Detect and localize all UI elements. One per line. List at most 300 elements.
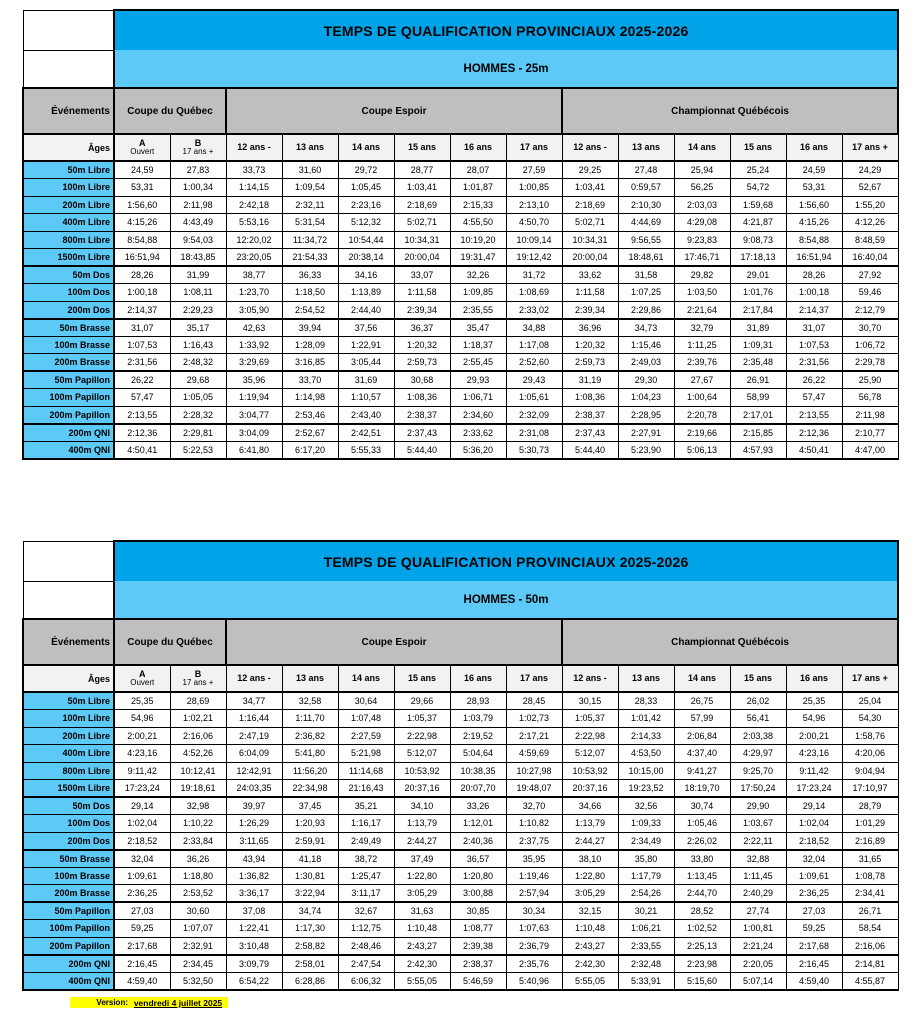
time-cell: 28,07	[450, 161, 506, 179]
time-cell: 2:47,54	[338, 955, 394, 973]
time-cell: 16:51,94	[114, 249, 170, 267]
time-cell: 1:18,80	[170, 867, 226, 885]
time-cell: 2:14,37	[786, 301, 842, 319]
time-cell: 32,26	[450, 266, 506, 284]
time-cell: 10:27,98	[506, 762, 562, 780]
time-cell: 36,37	[394, 319, 450, 337]
event-label: 50m Brasse	[23, 850, 114, 868]
event-label: 100m Dos	[23, 815, 114, 833]
time-cell: 2:12,79	[842, 301, 898, 319]
time-cell: 2:42,30	[562, 955, 618, 973]
time-cell: 5:41,80	[282, 745, 338, 763]
time-cell: 1:05,45	[338, 179, 394, 197]
time-cell: 5:23,90	[618, 441, 674, 459]
time-cell: 5:44,40	[562, 441, 618, 459]
time-cell: 27,03	[786, 902, 842, 920]
time-cell: 34,77	[226, 692, 282, 710]
time-cell: 2:00,21	[114, 727, 170, 745]
time-cell: 5:55,05	[394, 972, 450, 990]
time-cell: 30,70	[842, 319, 898, 337]
event-label: 50m Libre	[23, 692, 114, 710]
time-cell: 5:55,05	[562, 972, 618, 990]
time-cell: 1:25,47	[338, 867, 394, 885]
time-cell: 1:22,80	[394, 867, 450, 885]
time-cell: 2:49,49	[338, 832, 394, 850]
time-cell: 3:05,44	[338, 354, 394, 372]
time-cell: 30,64	[338, 692, 394, 710]
time-cell: 1:02,73	[506, 710, 562, 728]
time-cell: 2:23,16	[338, 196, 394, 214]
event-label: 400m QNI	[23, 441, 114, 459]
time-cell: 1:20,32	[394, 336, 450, 354]
qualification-table	[22, 540, 899, 991]
time-cell: 1:26,29	[226, 815, 282, 833]
time-cell: 2:40,29	[730, 885, 786, 903]
event-row	[23, 161, 898, 179]
time-cell: 3:05,29	[562, 885, 618, 903]
column-group-header: Coupe du Québec	[114, 619, 226, 665]
time-cell: 1:05,46	[674, 815, 730, 833]
sheet-subtitle: HOMMES - 50m	[114, 581, 898, 619]
time-cell: 2:32,11	[282, 196, 338, 214]
time-cell: 5:30,73	[506, 441, 562, 459]
time-cell: 4:50,41	[114, 441, 170, 459]
time-cell: 3:11,17	[338, 885, 394, 903]
time-cell: 4:50,41	[786, 441, 842, 459]
time-cell: 28,79	[842, 797, 898, 815]
time-cell: 2:20,78	[674, 406, 730, 424]
time-cell: 9:04,94	[842, 762, 898, 780]
time-cell: 1:01,76	[730, 284, 786, 302]
time-cell: 11:34,72	[282, 231, 338, 249]
time-cell: 9:23,83	[674, 231, 730, 249]
time-cell: 1:08,69	[506, 284, 562, 302]
time-cell: 1:11,45	[730, 867, 786, 885]
time-cell: 3:04,09	[226, 424, 282, 442]
age-column-header: 14 ans	[674, 134, 730, 161]
time-cell: 27,59	[506, 161, 562, 179]
time-cell: 10:53,92	[562, 762, 618, 780]
time-cell: 31,99	[170, 266, 226, 284]
age-column-header: 16 ans	[786, 665, 842, 692]
banner-spacer	[23, 50, 114, 88]
time-cell: 1:08,36	[562, 389, 618, 407]
event-row	[23, 336, 898, 354]
time-cell: 4:23,16	[114, 745, 170, 763]
time-cell: 4:23,16	[786, 745, 842, 763]
event-label: 400m Libre	[23, 214, 114, 232]
age-column-header: 14 ans	[338, 134, 394, 161]
time-cell: 1:16,17	[338, 815, 394, 833]
event-label: 50m Papillon	[23, 902, 114, 920]
time-cell: 9:11,42	[786, 762, 842, 780]
time-cell: 2:14,37	[114, 301, 170, 319]
age-column-header: 12 ans -	[226, 134, 282, 161]
time-cell: 12:20,02	[226, 231, 282, 249]
time-cell: 2:18,69	[562, 196, 618, 214]
time-cell: 1:13,79	[562, 815, 618, 833]
time-cell: 2:34,60	[450, 406, 506, 424]
time-cell: 4:59,40	[114, 972, 170, 990]
time-cell: 19:23,52	[618, 780, 674, 798]
time-cell: 1:18,37	[450, 336, 506, 354]
time-cell: 2:16,06	[842, 937, 898, 955]
time-cell: 1:13,79	[394, 815, 450, 833]
time-cell: 1:09,33	[618, 815, 674, 833]
time-cell: 37,56	[338, 319, 394, 337]
time-cell: 1:12,75	[338, 920, 394, 938]
time-cell: 2:06,84	[674, 727, 730, 745]
version-date: vendredi 4 juillet 2025	[133, 997, 223, 1008]
time-cell: 2:44,27	[394, 832, 450, 850]
time-cell: 24:03,35	[226, 780, 282, 798]
event-row	[23, 885, 898, 903]
event-row	[23, 354, 898, 372]
time-cell: 9:25,70	[730, 762, 786, 780]
time-cell: 18:48,61	[618, 249, 674, 267]
time-cell: 18:19,70	[674, 780, 730, 798]
time-cell: 2:15,33	[450, 196, 506, 214]
time-cell: 1:09,61	[786, 867, 842, 885]
time-cell: 2:48,32	[170, 354, 226, 372]
time-cell: 29,43	[506, 371, 562, 389]
time-cell: 2:10,77	[842, 424, 898, 442]
time-cell: 27,67	[674, 371, 730, 389]
sheet-title: TEMPS DE QUALIFICATION PROVINCIAUX 2025-2026	[114, 541, 898, 581]
time-cell: 9:54,03	[170, 231, 226, 249]
time-cell: 5:21,98	[338, 745, 394, 763]
time-cell: 1:20,32	[562, 336, 618, 354]
time-cell: 1:07,63	[506, 920, 562, 938]
time-cell: 2:16,89	[842, 832, 898, 850]
event-row	[23, 937, 898, 955]
event-label: 800m Libre	[23, 762, 114, 780]
time-cell: 2:33,02	[506, 301, 562, 319]
time-cell: 29,30	[618, 371, 674, 389]
time-cell: 1:10,57	[338, 389, 394, 407]
time-cell: 1:33,92	[226, 336, 282, 354]
time-cell: 2:34,41	[842, 885, 898, 903]
time-cell: 30,68	[394, 371, 450, 389]
time-cell: 33,07	[394, 266, 450, 284]
time-cell: 1:03,50	[674, 284, 730, 302]
ages-header: Âges	[23, 134, 114, 161]
time-cell: 2:36,82	[282, 727, 338, 745]
time-cell: 5:12,07	[562, 745, 618, 763]
time-cell: 31,07	[786, 319, 842, 337]
time-cell: 3:00,88	[450, 885, 506, 903]
time-cell: 1:00,64	[674, 389, 730, 407]
time-cell: 30,60	[170, 902, 226, 920]
time-cell: 56,25	[674, 179, 730, 197]
banner-spacer	[23, 581, 114, 619]
time-cell: 2:22,98	[394, 727, 450, 745]
time-cell: 29,93	[450, 371, 506, 389]
time-cell: 2:12,36	[114, 424, 170, 442]
event-row	[23, 762, 898, 780]
time-cell: 8:54,88	[786, 231, 842, 249]
time-cell: 5:07,14	[730, 972, 786, 990]
time-cell: 2:29,78	[842, 354, 898, 372]
time-cell: 1:06,21	[618, 920, 674, 938]
time-cell: 5:06,13	[674, 441, 730, 459]
time-cell: 4:55,50	[450, 214, 506, 232]
time-cell: 4:57,93	[730, 441, 786, 459]
time-cell: 10:34,31	[562, 231, 618, 249]
time-cell: 58,99	[730, 389, 786, 407]
event-label: 50m Dos	[23, 797, 114, 815]
time-cell: 31,89	[730, 319, 786, 337]
time-cell: 4:15,26	[786, 214, 842, 232]
time-cell: 1:19,46	[506, 867, 562, 885]
event-row	[23, 920, 898, 938]
time-cell: 34,88	[506, 319, 562, 337]
time-cell: 36,26	[170, 850, 226, 868]
time-cell: 1:01,42	[618, 710, 674, 728]
time-cell: 2:54,52	[282, 301, 338, 319]
time-cell: 2:34,45	[170, 955, 226, 973]
event-row	[23, 797, 898, 815]
time-cell: 1:18,50	[282, 284, 338, 302]
time-cell: 28,26	[114, 266, 170, 284]
time-cell: 26,71	[842, 902, 898, 920]
time-cell: 27,74	[730, 902, 786, 920]
time-cell: 9:11,42	[114, 762, 170, 780]
event-label: 200m Libre	[23, 196, 114, 214]
time-cell: 2:34,49	[618, 832, 674, 850]
time-cell: 35,21	[338, 797, 394, 815]
time-cell: 26,91	[730, 371, 786, 389]
time-cell: 2:59,73	[394, 354, 450, 372]
time-cell: 20:37,16	[562, 780, 618, 798]
time-cell: 54,96	[114, 710, 170, 728]
event-label: 50m Brasse	[23, 319, 114, 337]
time-cell: 11:14,68	[338, 762, 394, 780]
time-cell: 4:47,00	[842, 441, 898, 459]
time-cell: 1:10,48	[394, 920, 450, 938]
event-label: 50m Dos	[23, 266, 114, 284]
time-cell: 2:40,36	[450, 832, 506, 850]
time-cell: 57,47	[114, 389, 170, 407]
time-cell: 2:42,30	[394, 955, 450, 973]
time-cell: 22:34,98	[282, 780, 338, 798]
event-label: 200m Papillon	[23, 937, 114, 955]
time-cell: 26,75	[674, 692, 730, 710]
time-cell: 31,72	[506, 266, 562, 284]
time-cell: 1:02,04	[786, 815, 842, 833]
time-cell: 2:49,03	[618, 354, 674, 372]
time-cell: 5:32,50	[170, 972, 226, 990]
time-cell: 25,94	[674, 161, 730, 179]
time-cell: 32,15	[562, 902, 618, 920]
event-label: 100m Papillon	[23, 389, 114, 407]
time-cell: 1:07,07	[170, 920, 226, 938]
time-cell: 2:13,55	[786, 406, 842, 424]
time-cell: 29,90	[730, 797, 786, 815]
time-cell: 2:53,52	[170, 885, 226, 903]
time-cell: 2:29,86	[618, 301, 674, 319]
time-cell: 54,96	[786, 710, 842, 728]
time-cell: 2:37,43	[394, 424, 450, 442]
event-row	[23, 955, 898, 973]
time-cell: 21:16,43	[338, 780, 394, 798]
time-cell: 1:03,41	[562, 179, 618, 197]
time-cell: 1:01,29	[842, 815, 898, 833]
time-cell: 11:56,20	[282, 762, 338, 780]
time-cell: 1:10,82	[506, 815, 562, 833]
time-cell: 25,35	[786, 692, 842, 710]
time-cell: 8:54,88	[114, 231, 170, 249]
time-cell: 8:48,59	[842, 231, 898, 249]
table-row	[23, 50, 898, 88]
event-label: 50m Libre	[23, 161, 114, 179]
time-cell: 31,60	[282, 161, 338, 179]
age-column-header: 16 ans	[450, 134, 506, 161]
time-cell: 1:02,52	[674, 920, 730, 938]
time-cell: 2:35,55	[450, 301, 506, 319]
age-column-header: 13 ans	[282, 665, 338, 692]
time-cell: 1:22,41	[226, 920, 282, 938]
time-cell: 39,94	[282, 319, 338, 337]
time-cell: 28,93	[450, 692, 506, 710]
event-row	[23, 972, 898, 990]
event-row	[23, 902, 898, 920]
time-cell: 33,62	[562, 266, 618, 284]
table-row	[23, 134, 898, 161]
event-row	[23, 727, 898, 745]
age-column-header: B 17 ans +	[170, 665, 226, 692]
time-cell: 2:37,43	[562, 424, 618, 442]
time-cell: 58,54	[842, 920, 898, 938]
time-cell: 25,90	[842, 371, 898, 389]
time-cell: 2:48,46	[338, 937, 394, 955]
time-cell: 33,26	[450, 797, 506, 815]
time-cell: 32,67	[338, 902, 394, 920]
time-cell: 1:00,18	[114, 284, 170, 302]
time-cell: 39,97	[226, 797, 282, 815]
time-cell: 1:28,09	[282, 336, 338, 354]
time-cell: 1:07,48	[338, 710, 394, 728]
qualification-table	[22, 9, 899, 460]
time-cell: 2:38,37	[450, 955, 506, 973]
time-cell: 16:51,94	[786, 249, 842, 267]
age-column-header: 15 ans	[730, 134, 786, 161]
time-cell: 1:08,36	[394, 389, 450, 407]
time-cell: 6:54,22	[226, 972, 282, 990]
time-cell: 2:11,98	[842, 406, 898, 424]
time-cell: 2:21,24	[730, 937, 786, 955]
time-cell: 20:00,04	[562, 249, 618, 267]
time-cell: 4:52,26	[170, 745, 226, 763]
time-cell: 6:28,86	[282, 972, 338, 990]
time-cell: 17:50,24	[730, 780, 786, 798]
time-cell: 28,33	[618, 692, 674, 710]
time-cell: 1:05,61	[506, 389, 562, 407]
time-cell: 2:43,27	[562, 937, 618, 955]
age-column-header: 17 ans +	[842, 134, 898, 161]
time-cell: 3:29,69	[226, 354, 282, 372]
time-cell: 2:03,03	[674, 196, 730, 214]
time-cell: 2:31,56	[786, 354, 842, 372]
time-cell: 26,22	[786, 371, 842, 389]
time-cell: 25,24	[730, 161, 786, 179]
event-label: 1500m Libre	[23, 249, 114, 267]
time-cell: 29,01	[730, 266, 786, 284]
column-group-header: Coupe Espoir	[226, 88, 562, 134]
time-cell: 31,65	[842, 850, 898, 868]
time-cell: 59,46	[842, 284, 898, 302]
time-cell: 57,99	[674, 710, 730, 728]
time-cell: 19:31,47	[450, 249, 506, 267]
time-cell: 2:52,60	[506, 354, 562, 372]
time-cell: 59,25	[114, 920, 170, 938]
event-label: 800m Libre	[23, 231, 114, 249]
version-label: Version:	[96, 998, 128, 1007]
time-cell: 1:08,78	[842, 867, 898, 885]
time-cell: 31,07	[114, 319, 170, 337]
event-label: 400m Libre	[23, 745, 114, 763]
time-cell: 1:09,31	[730, 336, 786, 354]
time-cell: 2:26,02	[674, 832, 730, 850]
event-row	[23, 249, 898, 267]
time-cell: 24,59	[786, 161, 842, 179]
time-cell: 2:36,25	[114, 885, 170, 903]
time-cell: 27,83	[170, 161, 226, 179]
time-cell: 5:31,54	[282, 214, 338, 232]
time-cell: 2:43,27	[394, 937, 450, 955]
event-row	[23, 319, 898, 337]
age-column-header: 12 ans -	[562, 665, 618, 692]
time-cell: 2:39,76	[674, 354, 730, 372]
time-cell: 1:09,54	[282, 179, 338, 197]
time-cell: 31,58	[618, 266, 674, 284]
time-cell: 32,58	[282, 692, 338, 710]
age-column-header: 17 ans	[506, 134, 562, 161]
time-cell: 1:22,91	[338, 336, 394, 354]
time-cell: 53,31	[786, 179, 842, 197]
time-cell: 52,67	[842, 179, 898, 197]
time-cell: 2:29,23	[170, 301, 226, 319]
time-cell: 2:17,68	[786, 937, 842, 955]
event-row	[23, 301, 898, 319]
time-cell: 2:31,56	[114, 354, 170, 372]
time-cell: 1:09,61	[114, 867, 170, 885]
age-column-header: 16 ans	[450, 665, 506, 692]
time-cell: 2:23,98	[674, 955, 730, 973]
event-row	[23, 850, 898, 868]
time-cell: 2:10,30	[618, 196, 674, 214]
event-row	[23, 780, 898, 798]
time-cell: 34,74	[282, 902, 338, 920]
time-cell: 38,10	[562, 850, 618, 868]
time-cell: 2:18,52	[114, 832, 170, 850]
time-cell: 4:53,50	[618, 745, 674, 763]
sheet-subtitle: HOMMES - 25m	[114, 50, 898, 88]
time-cell: 1:05,37	[394, 710, 450, 728]
time-cell: 27,92	[842, 266, 898, 284]
time-cell: 29,66	[394, 692, 450, 710]
time-cell: 1:14,15	[226, 179, 282, 197]
event-row	[23, 832, 898, 850]
time-cell: 37,49	[394, 850, 450, 868]
time-cell: 29,14	[786, 797, 842, 815]
time-cell: 10:12,41	[170, 762, 226, 780]
time-cell: 2:33,62	[450, 424, 506, 442]
time-cell: 54,30	[842, 710, 898, 728]
time-cell: 2:43,40	[338, 406, 394, 424]
time-cell: 1:15,46	[618, 336, 674, 354]
time-cell: 24,29	[842, 161, 898, 179]
